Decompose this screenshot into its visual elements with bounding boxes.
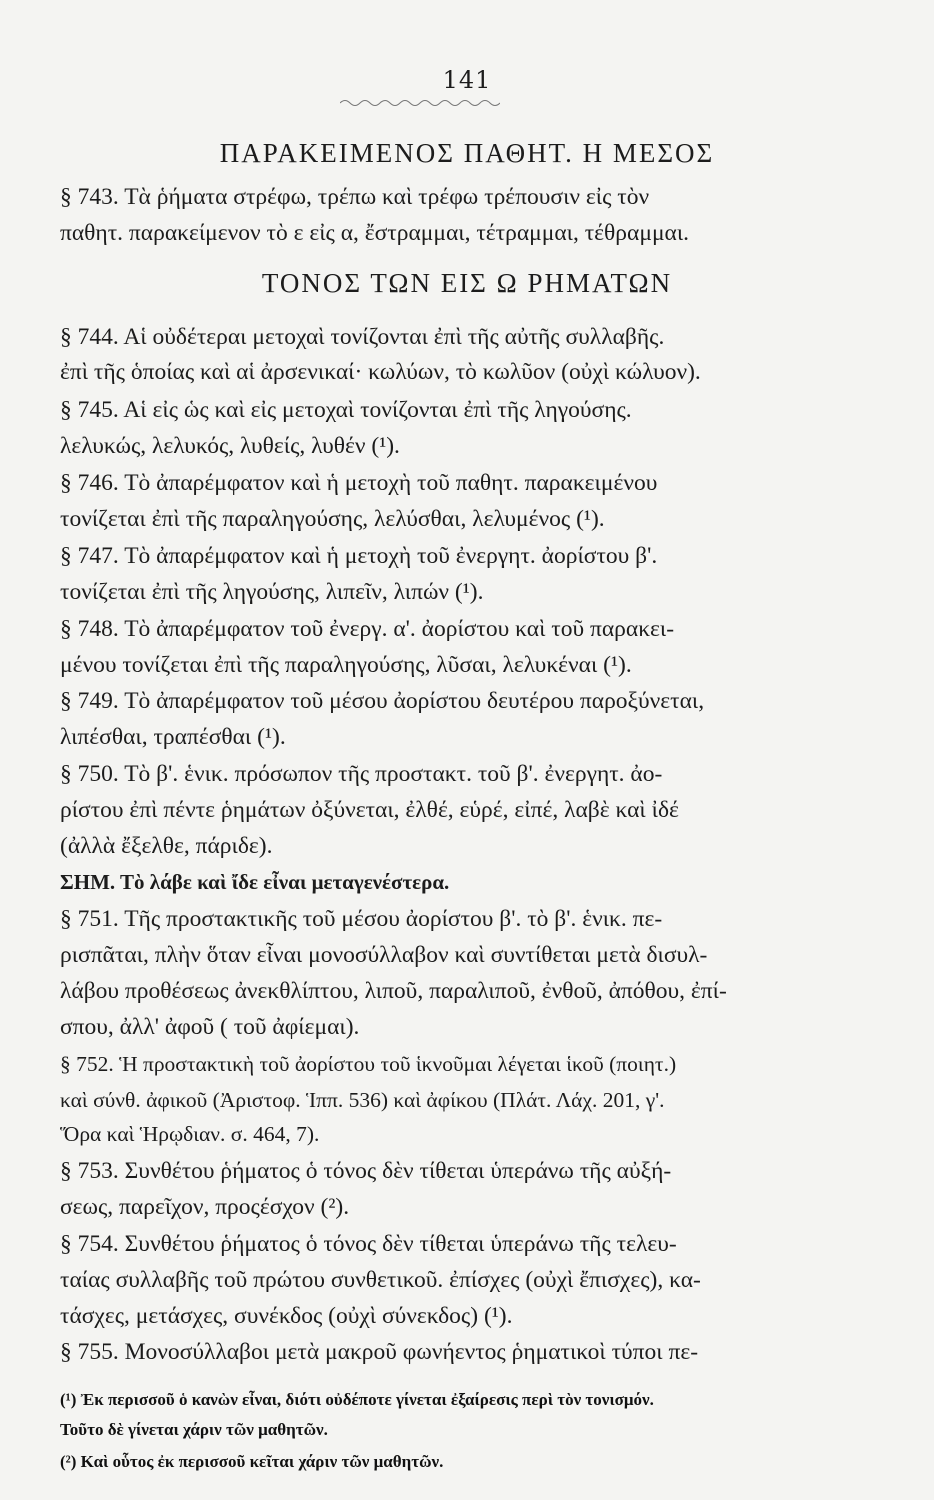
- text-line: σπου, ἀλλ' ἀφοῦ ( τοῦ ἀφίεμαι).: [60, 1014, 360, 1040]
- ornament-divider: [340, 96, 500, 110]
- text-line: μένου τονίζεται ἐπὶ τῆς παραληγούσης, λῦσαι, λελυκέναι (¹).: [60, 652, 632, 678]
- text-line: § 750. Τὸ β'. ἑνικ. πρόσωπον τῆς προστακτ. τοῦ β'. ἐνεργητ. ἀο-: [60, 761, 663, 787]
- text-line: § 749. Τὸ ἀπαρέμφατον τοῦ μέσου ἀορίστου δευτέρου παροξύνεται,: [60, 688, 705, 714]
- footnote: Τοῦτο δὲ γίνεται χάριν τῶν μαθητῶν.: [60, 1420, 328, 1439]
- text-line: (ἀλλὰ ἔξελθε, πάριδε).: [60, 833, 273, 859]
- text-line: § 744. Αἱ οὐδέτεραι μετοχαὶ τονίζονται ἐπὶ τῆς αὐτῆς συλλαβῆς.: [60, 324, 665, 350]
- text-line: Ὅρα καὶ Ἡρῳδιαν. σ. 464, 7).: [60, 1122, 320, 1146]
- text-line: τάσχες, μετάσχες, συνέκδος (οὐχὶ σύνεκδος) (¹).: [60, 1303, 513, 1329]
- text-line: § 746. Τὸ ἀπαρέμφατον καὶ ἡ μετοχὴ τοῦ παθητ. παρακειμένου: [60, 470, 658, 496]
- page-number: 141: [442, 66, 492, 94]
- section-heading: ΤΟΝΟΣ ΤΩΝ ΕΙΣ Ω ΡΗΜΑΤΩΝ: [261, 268, 673, 298]
- footnote: (²) Καὶ οὗτος ἐκ περισσοῦ κεῖται χάριν τῶν μαθητῶν.: [60, 1452, 444, 1471]
- text-line: ἐπὶ τῆς ὁποίας καὶ αἱ ἀρσενικαί· κωλύων, τὸ κωλῦον (οὐχὶ κώλυον).: [60, 359, 701, 385]
- text-line: § 745. Αἱ εἰς ὡς καὶ εἰς μετοχαὶ τονίζονται ἐπὶ τῆς ληγούσης.: [60, 397, 632, 423]
- text-line: λελυκώς, λελυκός, λυθείς, λυθέν (¹).: [60, 433, 400, 459]
- text-line: σεως, παρεῖχον, προςέσχον (²).: [60, 1194, 350, 1220]
- text-line: § 743. Τὰ ῥήματα στρέφω, τρέπω καὶ τρέφω τρέπουσιν εἰς τὸν: [60, 184, 650, 210]
- text-line: § 753. Συνθέτου ῥήματος ὁ τόνος δὲν τίθεται ὑπεράνω τῆς αὐξή-: [60, 1158, 672, 1184]
- text-line: § 747. Τὸ ἀπαρέμφατον καὶ ἡ μετοχὴ τοῦ ἐνεργητ. ἀορίστου β'.: [60, 543, 658, 569]
- text-line: ρισπᾶται, πλὴν ὅταν εἶναι μονοσύλλαβον καὶ συντίθεται μετὰ δισυλ-: [60, 942, 708, 968]
- text-line: λάβου προθέσεως ἀνεκθλίπτου, λιποῦ, παραλιποῦ, ἐνθοῦ, ἀπόθου, ἐπί-: [60, 978, 727, 1004]
- text-line: § 748. Τὸ ἀπαρέμφατον τοῦ ἐνεργ. α'. ἀορίστου καὶ τοῦ παρακει-: [60, 616, 675, 642]
- text-line: § 755. Μονοσύλλαβοι μετὰ μακροῦ φωνήεντος ῥηματικοὶ τύποι πε-: [60, 1339, 699, 1365]
- text-line: λιπέσθαι, τραπέσθαι (¹).: [60, 724, 286, 750]
- footnote: (¹) Ἐκ περισσοῦ ὁ κανὼν εἶναι, διότι οὐδέποτε γίνεται ἐξαίρεσις περὶ τὸν τονισμόν.: [60, 1390, 654, 1409]
- text-line: τονίζεται ἐπὶ τῆς ληγούσης, λιπεῖν, λιπών (¹).: [60, 579, 484, 605]
- text-line: § 752. Ἡ προστακτικὴ τοῦ ἀορίστου τοῦ ἱκνοῦμαι λέγεται ἱκοῦ (ποιητ.): [60, 1052, 677, 1076]
- text-line: καὶ σύνθ. ἀφικοῦ (Ἀριστοφ. Ἱππ. 536) καὶ ἀφίκου (Πλάτ. Λάχ. 201, γ'.: [60, 1088, 665, 1112]
- section-heading: ΠΑΡΑΚΕΙΜΕΝΟΣ ΠΑΘΗΤ. Η ΜΕΣΟΣ: [219, 138, 715, 168]
- note-line: ΣΗΜ. Τὸ λάβε καὶ ἴδε εἶναι μεταγενέστερα.: [60, 870, 450, 894]
- text-line: § 754. Συνθέτου ῥήματος ὁ τόνος δὲν τίθεται ὑπεράνω τῆς τελευ-: [60, 1231, 677, 1257]
- text-line: ταίας συλλαβῆς τοῦ πρώτου συνθετικοῦ. ἐπίσχες (οὐχὶ ἔπισχες), κα-: [60, 1267, 701, 1293]
- text-line: τονίζεται ἐπὶ τῆς παραληγούσης, λελύσθαι, λελυμένος (¹).: [60, 506, 605, 532]
- text-line: § 751. Τῆς προστακτικῆς τοῦ μέσου ἀορίστου β'. τὸ β'. ἑνικ. πε-: [60, 906, 663, 932]
- text-line: παθητ. παρακείμενον τὸ ε εἰς α, ἔστραμμαι, τέτραμμαι, τέθραμμαι.: [60, 220, 690, 246]
- text-line: ρίστου ἐπὶ πέντε ῥημάτων ὀξύνεται, ἐλθέ, εὑρέ, εἰπέ, λαβὲ καὶ ἰδέ: [60, 797, 679, 823]
